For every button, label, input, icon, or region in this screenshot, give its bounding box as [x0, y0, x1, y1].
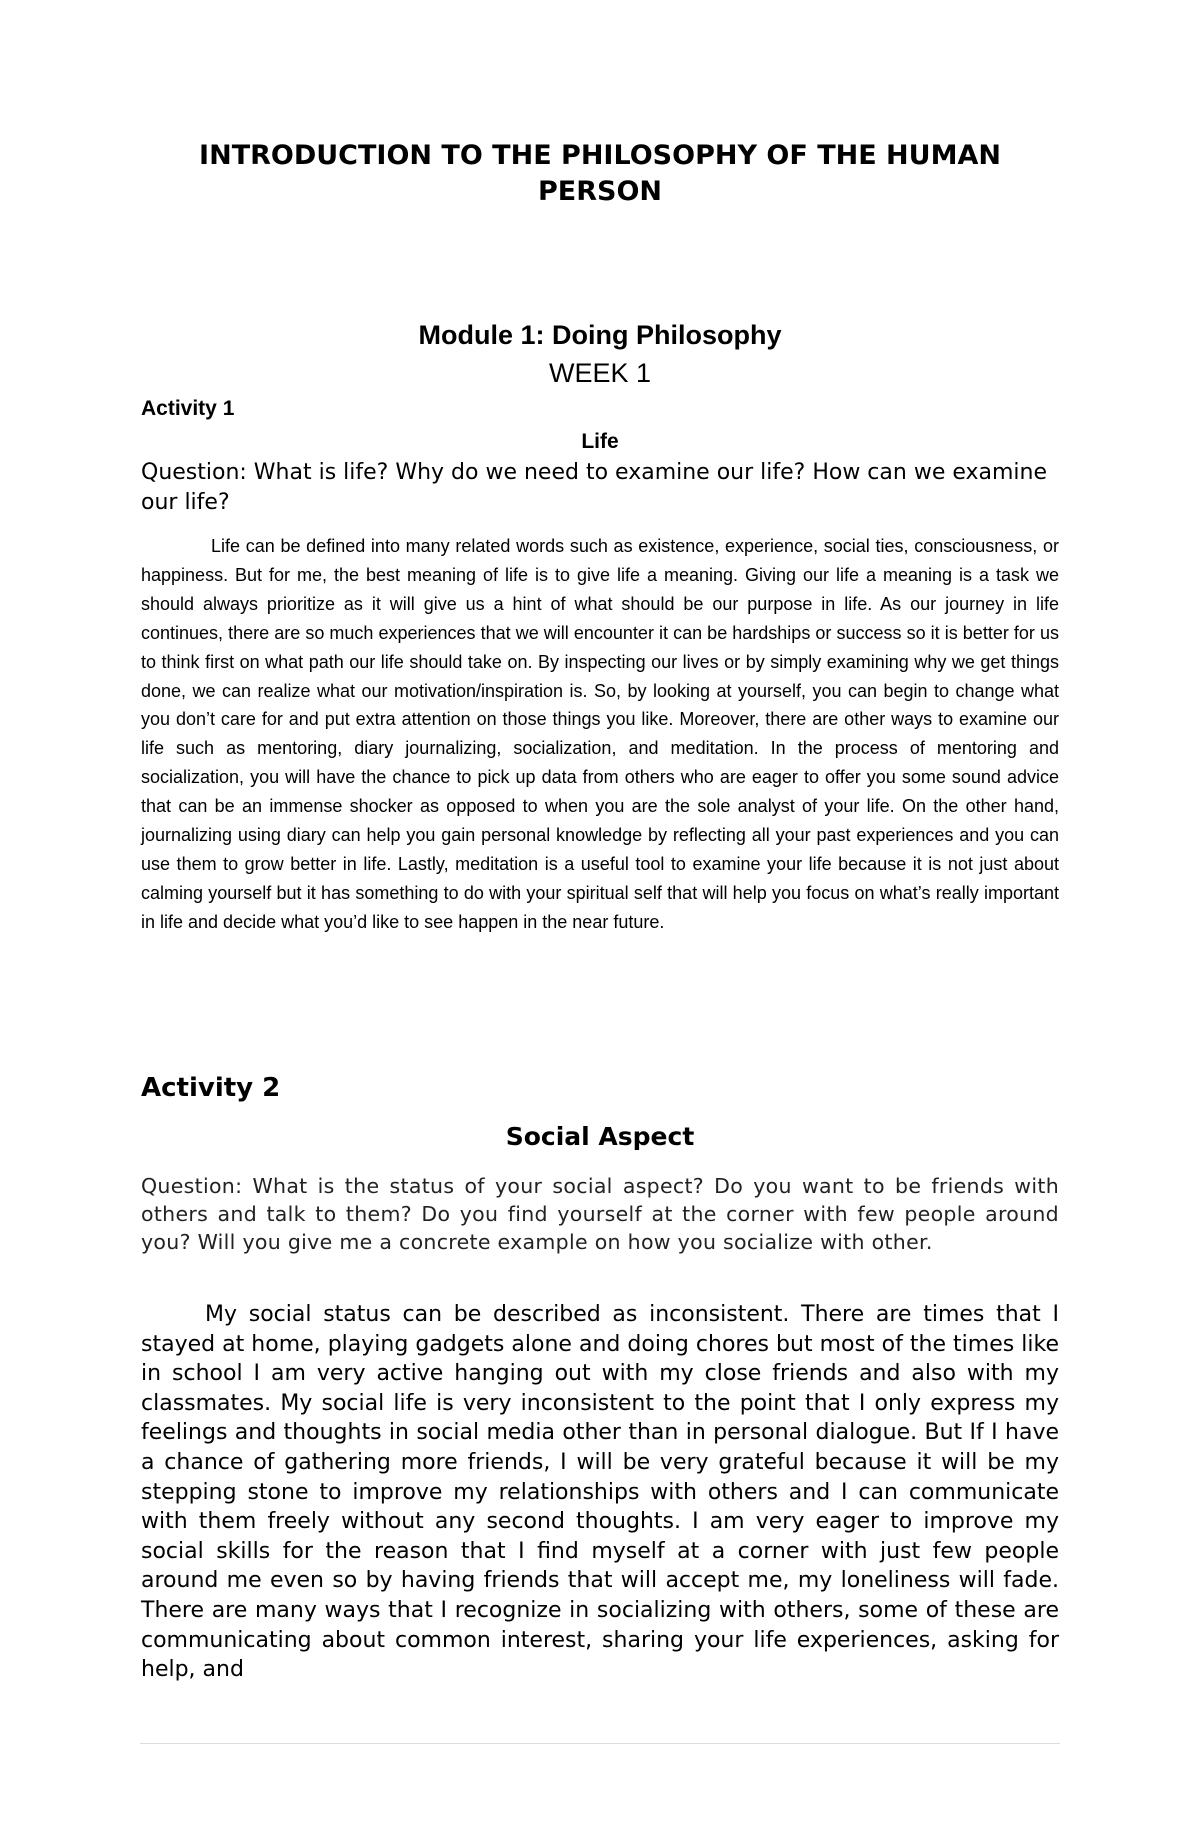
module-title: Module 1: Doing Philosophy — [418, 320, 782, 350]
activity-1-topic: Life — [581, 430, 619, 453]
activity-1-heading: Activity 1 — [141, 397, 235, 420]
activity-2-answer: My social status can be described as inconsistent. There are times that I stayed at home, playing gadgets alone and doing chores but most of the times like in school I am very active hanging out with my close friends and also with my classmates. My social life is very inconsistent to the point that I only express my feelings and thoughts in social media other than in personal dialogue. But If I have a chance of gathering more friends, I will be very grateful because it will be my stepping stone to improve my relationships with others and I can communicate with them freely without any second thoughts. I am very eager to improve my social skills for the reason that I find myself at a corner with just few people around me even so by having friends that will accept me, my loneliness will fade. There are many ways that I recognize in socializing with others, some of these are communicating about common interest, sharing your life experiences, asking for help, and — [141, 1302, 1059, 1683]
page-footer-divider — [140, 1743, 1060, 1744]
activity-2-topic: Social Aspect — [505, 1122, 695, 1151]
activity-2-heading: Activity 2 — [141, 1073, 281, 1103]
activity-1-question: Question: What is life? Why do we need to examine our life? How can we examine our life? — [141, 460, 1048, 515]
activity-2-question: Question: What is the status of your social aspect? Do you want to be friends with others and talk to them? Do you find yourself at the corner with few people around you? Will you give me a concrete example on how you socialize with other. — [141, 1174, 1059, 1254]
week-label: WEEK 1 — [548, 358, 652, 388]
document-title: INTRODUCTION TO THE PHILOSOPHY OF THE HUMAN PERSON — [199, 140, 1001, 207]
activity-1-answer: Life can be defined into many related words such as existence, experience, social ties, consciousness, or happiness. But for me, the best meaning of life is to give life a meaning. Giving our life a meaning is a task we should always prioritize as it will give us a hint of what should be our purpose in life. As our journey in life continues, there are so much experiences that we will encounter it can be hardships or success so it is better for us to think first on what path our life should take on. By inspecting our lives or by simply examining why we get things done, we can realize what our motivation/inspiration is. So, by looking at yourself, you can begin to change what you don’t care for and put extra attention on those things you like. Moreover, there are other ways to examine our life such as mentoring, diary journalizing, socialization, and meditation. In the process of mentoring and socialization, you will have the chance to pick up data from others who are eager to offer you some sound advice that can be an immense shocker as opposed to when you are the sole analyst of your life. On the other hand, journalizing using diary can help you gain personal knowledge by reflecting all your past experiences and you can use them to grow better in life. Lastly, meditation is a useful tool to examine your life because it is not just about calming yourself but it has something to do with your spiritual self that will help you focus on what’s really important in life and decide what you’d like to see happen in the near future. — [141, 536, 1059, 932]
